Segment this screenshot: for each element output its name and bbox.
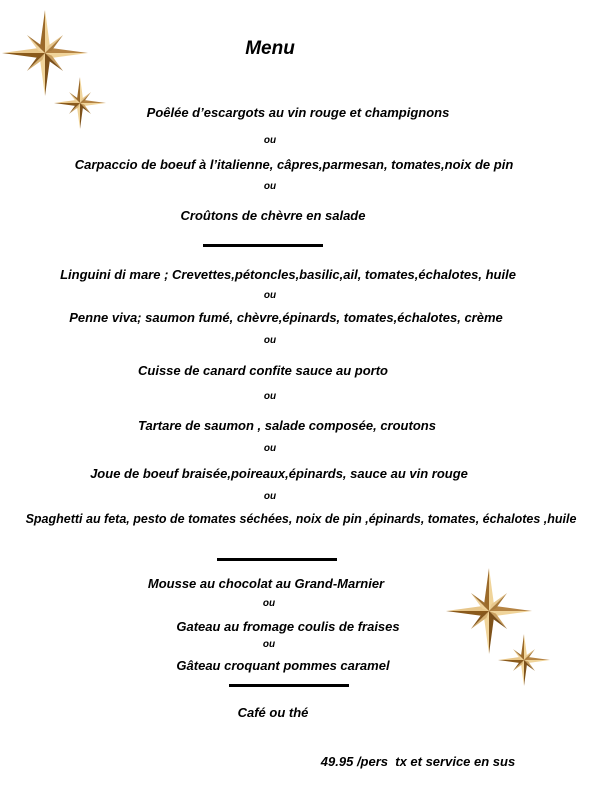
menu-item: Mousse au chocolat au Grand-Marnier <box>147 576 385 591</box>
menu-item: Poêlée d’escargots au vin rouge et champignons <box>146 105 450 120</box>
menu-title: Menu <box>245 38 295 59</box>
menu-item: Spaghetti au feta, pesto de tomates séchées, noix de pin ,épinards, tomates, échalotes ,huile <box>25 512 577 526</box>
price: 49.95 /pers tx et service en sus <box>320 754 516 769</box>
separator-ou: ou <box>263 391 277 402</box>
beverage: Café ou thé <box>237 705 309 720</box>
separator-ou: ou <box>262 639 276 650</box>
separator-ou: ou <box>263 491 277 502</box>
separator-ou: ou <box>262 598 276 609</box>
star-icon <box>498 634 550 686</box>
section-divider <box>203 244 323 247</box>
separator-ou: ou <box>263 181 277 192</box>
menu-item: Gâteau croquant pommes caramel <box>176 658 390 673</box>
menu-item: Cuisse de canard confite sauce au porto <box>138 363 388 378</box>
menu-item: Tartare de saumon , salade composée, croutons <box>138 418 436 433</box>
menu-item: Penne viva; saumon fumé, chèvre,épinards, tomates,échalotes, crème <box>69 310 503 325</box>
separator-ou: ou <box>263 135 277 146</box>
menu-item: Gateau au fromage coulis de fraises <box>176 619 400 634</box>
star-icon <box>54 77 106 129</box>
menu-item: Joue de boeuf braisée,poireaux,épinards, sauce au vin rouge <box>90 466 468 481</box>
menu-item: Carpaccio de boeuf à l’italienne, câpres,parmesan, tomates,noix de pin <box>74 157 514 172</box>
separator-ou: ou <box>263 290 277 301</box>
separator-ou: ou <box>263 335 277 346</box>
menu-item: Linguini di mare ; Crevettes,pétoncles,basilic,ail, tomates,échalotes, huile <box>60 267 516 282</box>
section-divider <box>217 558 337 561</box>
menu-item: Croûtons de chèvre en salade <box>180 208 366 223</box>
section-divider <box>229 684 349 687</box>
separator-ou: ou <box>263 443 277 454</box>
